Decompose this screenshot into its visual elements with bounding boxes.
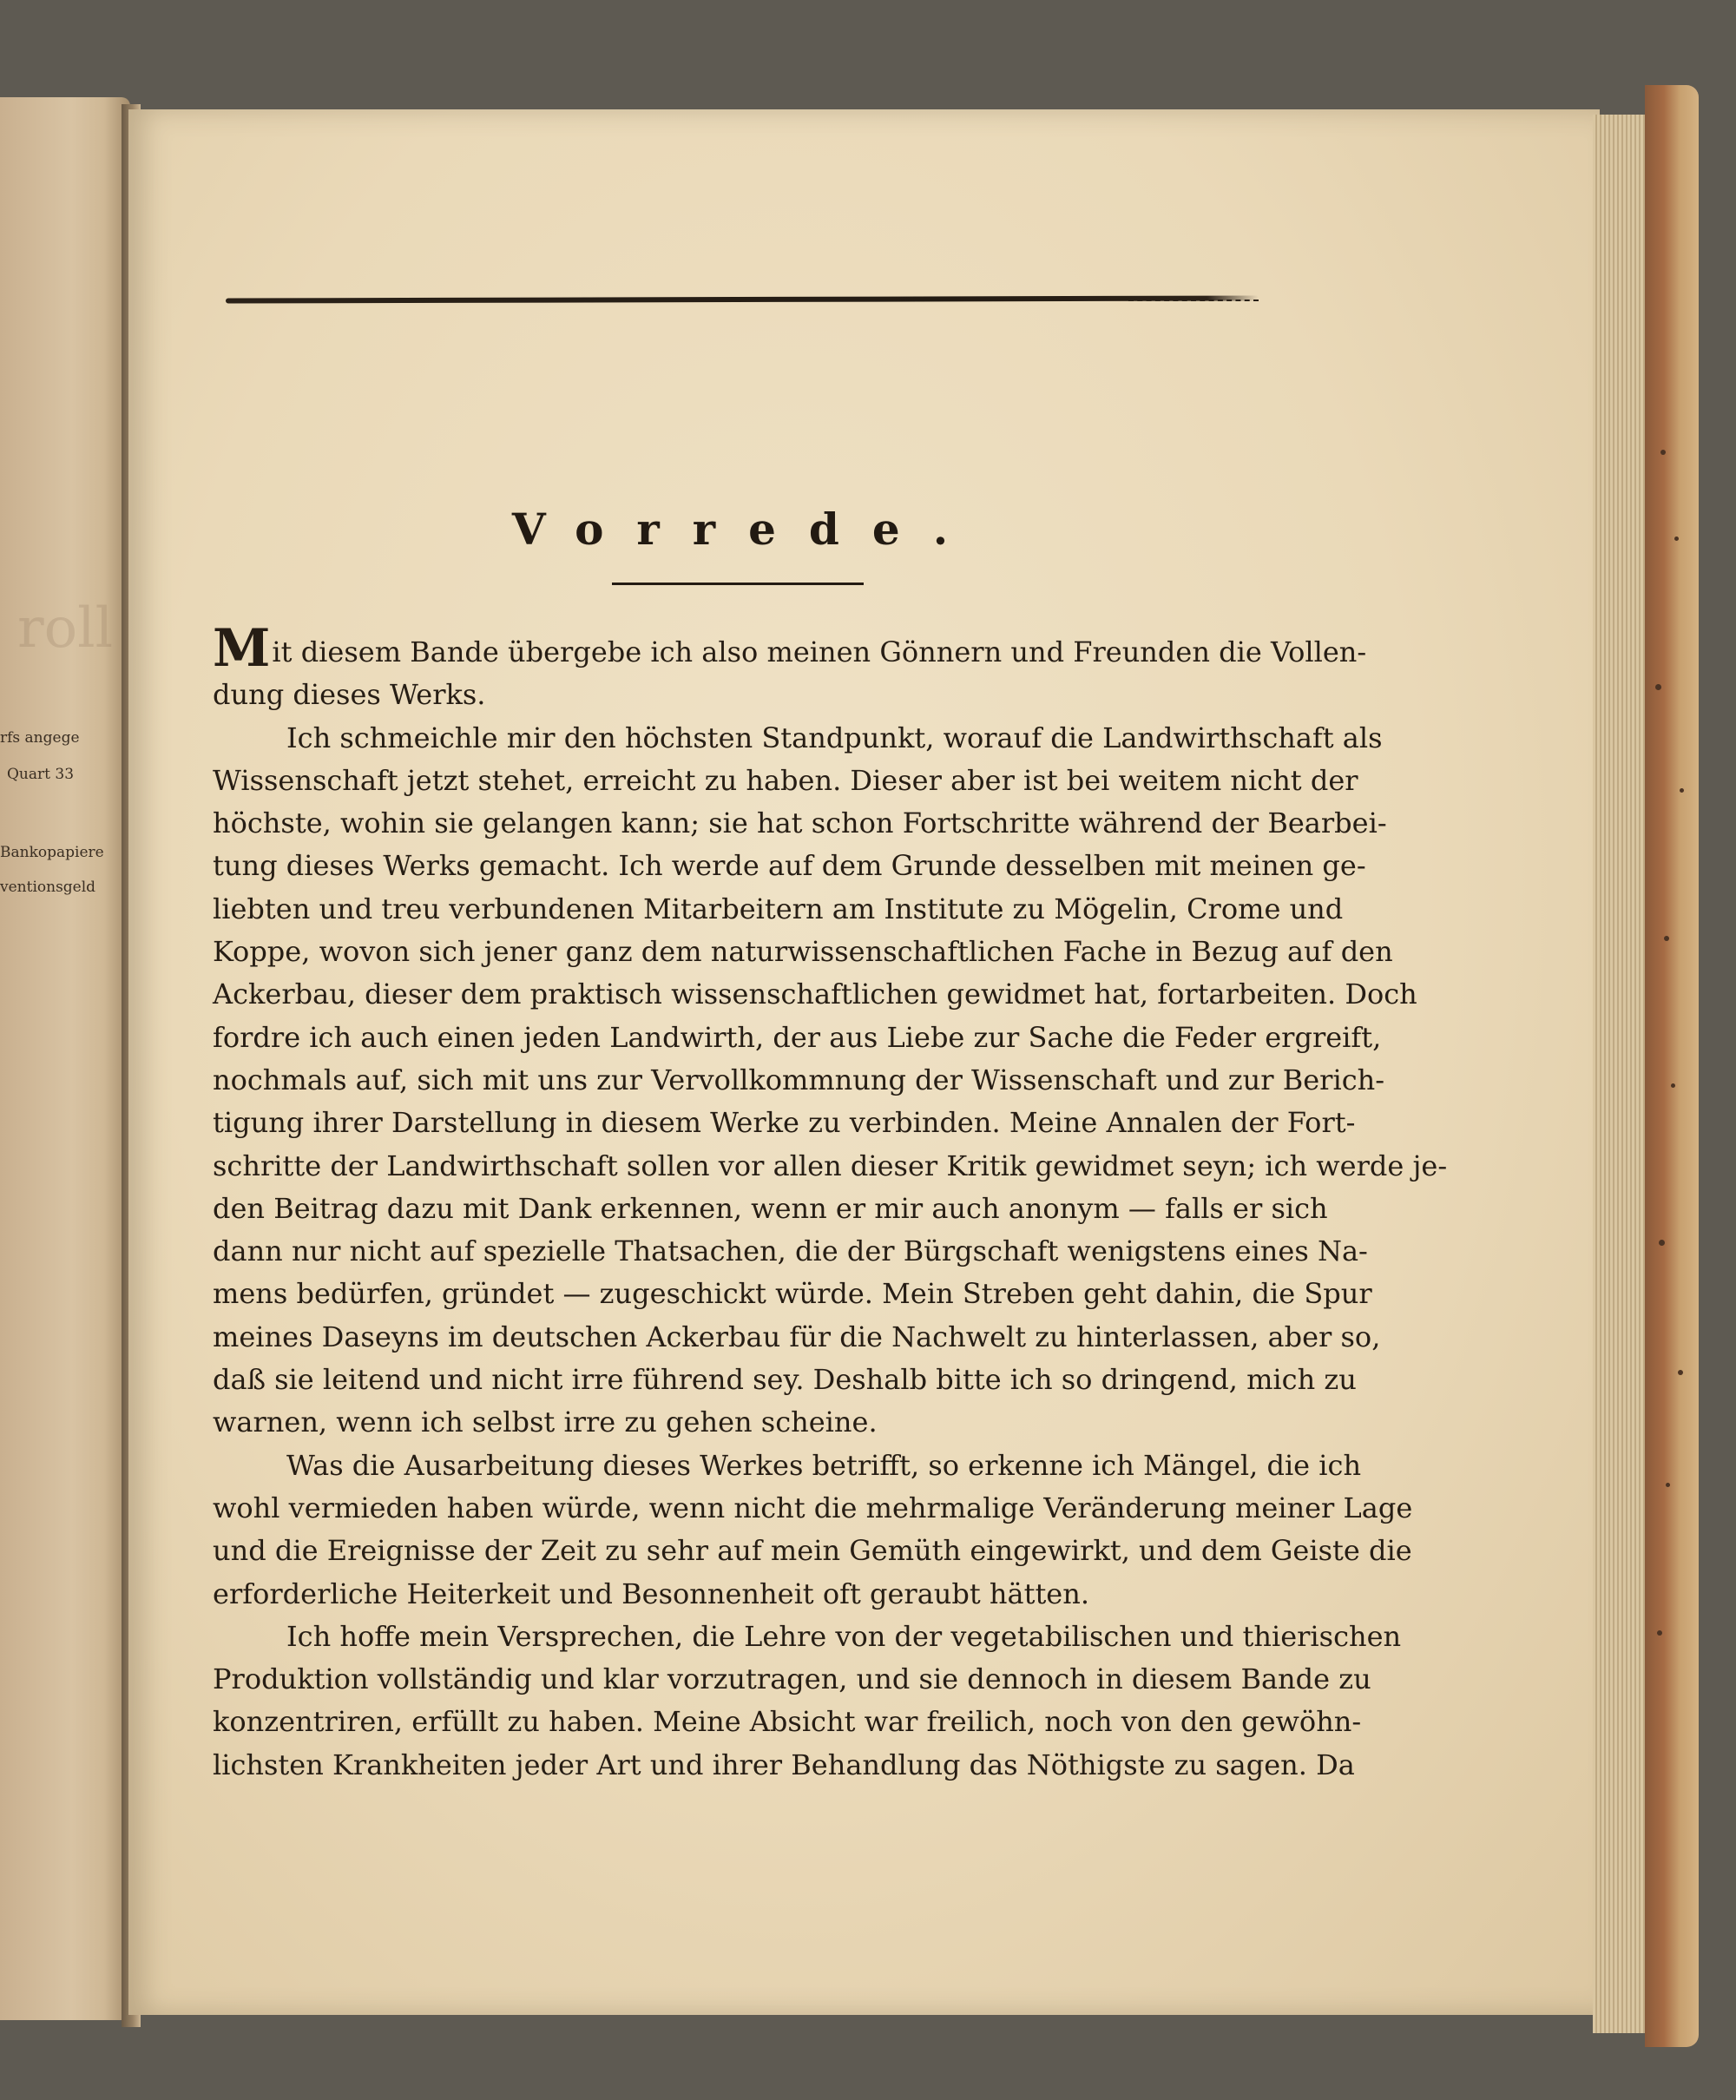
text-line-content: daß sie leitend und nicht irre führend sey. Deshalb bitte ich so dringend, mich zu [213, 1363, 1357, 1397]
body-text [213, 618, 1448, 1787]
page-block-edge [1593, 115, 1645, 2033]
text-line [213, 1401, 1259, 1444]
text-line-content: warnen, wenn ich selbst irre zu gehen scheine. [213, 1405, 878, 1439]
text-line-content: lichsten Krankheiten jeder Art und ihrer Behandlung das Nöthigste zu sagen. Da [213, 1748, 1355, 1781]
text-line [213, 1059, 1385, 1102]
text-line-content: liebten und treu verbundenen Mitarbeitern am Institute zu Mögelin, Crome und [213, 892, 1344, 925]
book-cover-edge [1645, 85, 1699, 2047]
text-line-content: fordre ich auch einen jeden Landwirth, der aus Liebe zur Sache die Feder ergreift, [213, 1020, 1382, 1054]
text-line-content: den Beitrag dazu mit Dank erkennen, wenn er mir auch anonym — falls er sich [213, 1191, 1328, 1225]
text-line [213, 1230, 1368, 1273]
text-line-content: tigung ihrer Darstellung in diesem Werke zu verbinden. Meine Annalen der Fort- [213, 1106, 1356, 1140]
text-line [213, 1573, 1259, 1616]
page-title: Vorrede. [511, 504, 982, 555]
text-line-content: tung dieses Werks gemacht. Ich werde auf dem Grunde desselben mit meinen ge- [213, 849, 1366, 883]
text-line [213, 717, 1383, 760]
text-line [213, 1316, 1381, 1359]
text-line [213, 1658, 1371, 1701]
left-margin-line: Bankopapiere [0, 844, 104, 861]
text-line-content: it diesem Bande übergebe ich also meinen Gönnern und Freunden die Vollen- [272, 635, 1367, 668]
title-underline [612, 583, 864, 585]
text-line [213, 845, 1366, 887]
text-line [213, 973, 1417, 1016]
initial-letter: M [213, 618, 271, 679]
text-line-content: wohl vermieden haben würde, wenn nicht die mehrmalige Veränderung meiner Lage [213, 1491, 1413, 1524]
left-page [0, 97, 130, 2020]
text-line-content: dung dieses Werks. [213, 678, 486, 712]
text-line [213, 1017, 1382, 1059]
text-line [213, 1359, 1357, 1401]
text-line-content: schritte der Landwirthschaft sollen vor allen dieser Kritik gewidmet seyn; ich werde je- [213, 1149, 1448, 1182]
text-line-content: Produktion vollständig und klar vorzutragen, und sie dennoch in diesem Bande zu [213, 1662, 1371, 1696]
text-line [213, 1701, 1362, 1743]
text-line-content: Wissenschaft jetzt stehet, erreicht zu haben. Dieser aber ist bei weitem nicht der [213, 763, 1358, 797]
text-line [213, 1445, 1362, 1487]
text-line [213, 931, 1393, 973]
text-line-content: und die Ereignisse der Zeit zu sehr auf mein Gemüth eingewirkt, und dem Geiste die [213, 1534, 1412, 1568]
text-line-content: mens bedürfen, gründet — zugeschickt würde. Mein Streben geht dahin, die Spur [213, 1277, 1372, 1311]
text-line-content: meines Daseyns im deutschen Ackerbau für die Nachwelt zu hinterlassen, aber so, [213, 1320, 1381, 1353]
text-line [213, 802, 1387, 845]
text-line [213, 618, 1367, 679]
text-line-content: Ackerbau, dieser dem praktisch wissenschaftlichen gewidmet hat, fortarbeiten. Doch [213, 978, 1417, 1011]
text-line [213, 1145, 1448, 1188]
text-line [213, 888, 1344, 931]
text-line-content: Ich hoffe mein Versprechen, die Lehre von der vegetabilischen und thierischen [286, 1619, 1402, 1653]
text-line [213, 674, 1259, 716]
left-margin-line: rfs angege [0, 729, 80, 747]
text-line [213, 1530, 1412, 1572]
text-line [213, 1744, 1355, 1787]
text-line-content: höchste, wohin sie gelangen kann; sie hat schon Fortschritte während der Bearbei- [213, 806, 1387, 840]
left-margin-line: Quart 33 [7, 766, 75, 783]
text-line [213, 760, 1358, 802]
text-line-content: nochmals auf, sich mit uns zur Vervollkommnung der Wissenschaft und zur Berich- [213, 1063, 1385, 1096]
text-line [213, 1188, 1328, 1230]
text-line [213, 1616, 1402, 1658]
text-line [213, 1487, 1413, 1530]
left-page-faded-fragment: roll [17, 596, 114, 661]
text-line-content: Was die Ausarbeitung dieses Werkes betrifft, so erkenne ich Mängel, die ich [286, 1448, 1362, 1482]
left-margin-line: ventionsgeld [0, 879, 96, 896]
text-line-content: konzentriren, erfüllt zu haben. Meine Absicht war freilich, noch von den gewöhn- [213, 1705, 1362, 1739]
text-line-content: erforderliche Heiterkeit und Besonnenheit oft geraubt hätten. [213, 1577, 1090, 1610]
text-line [213, 1102, 1356, 1144]
header-rule-tail [1128, 300, 1259, 301]
text-line-content: Ich schmeichle mir den höchsten Standpunkt, worauf die Landwirthschaft als [286, 721, 1383, 754]
text-line-content: Koppe, wovon sich jener ganz dem naturwissenschaftlichen Fache in Bezug auf den [213, 935, 1393, 969]
text-line-content: dann nur nicht auf spezielle Thatsachen, die der Bürgschaft wenigstens eines Na- [213, 1234, 1368, 1268]
text-line [213, 1273, 1372, 1315]
